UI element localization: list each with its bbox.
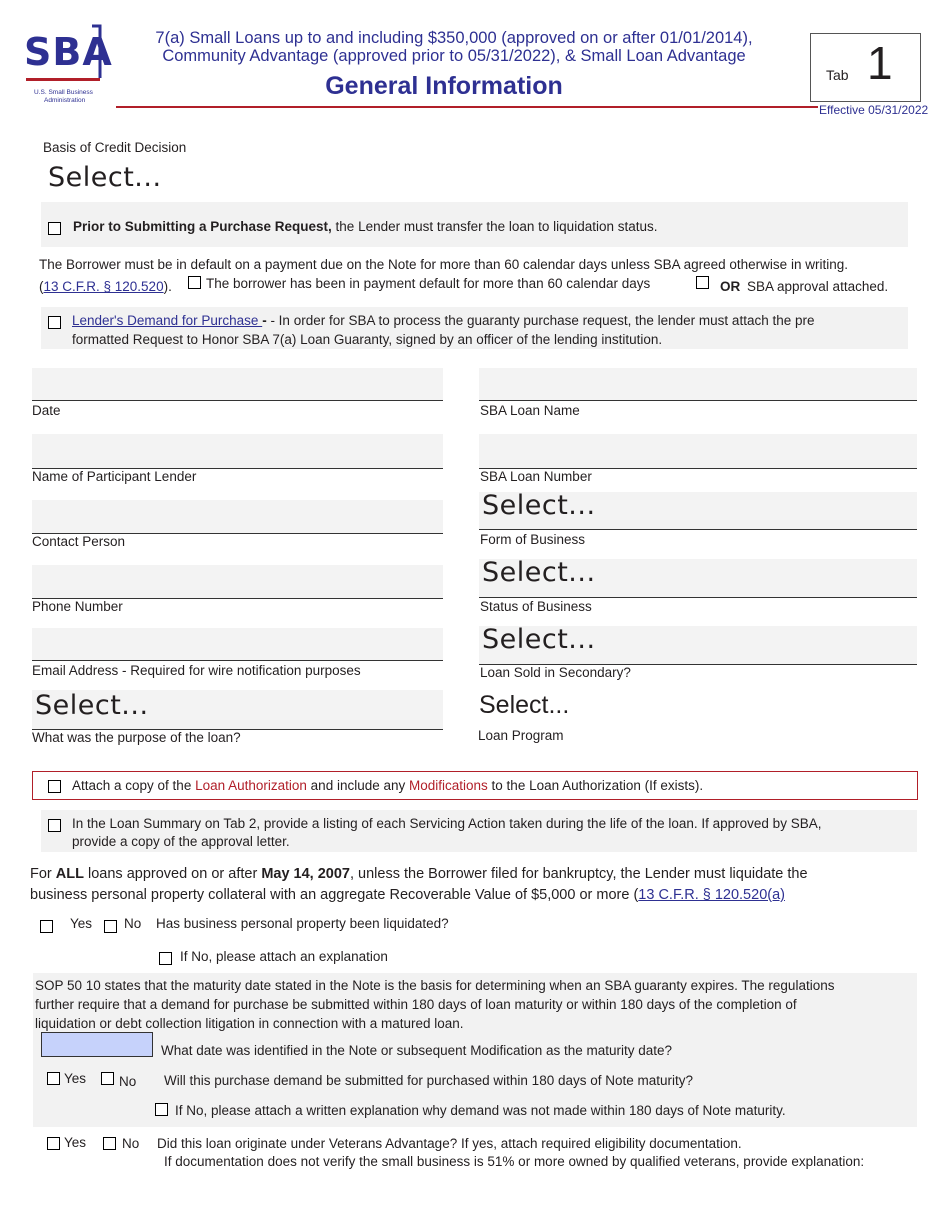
q180-explain-checkbox[interactable] [155,1103,168,1116]
liq-no-checkbox[interactable] [104,920,117,933]
header-subtitle-line1: 7(a) Small Loans up to and including $350,000 (approved on or after 01/01/2014), [155,29,753,47]
demand-checkbox[interactable] [48,316,61,329]
sop-line3: liquidation or debt collection litigation in connection with a matured loan. [35,1016,464,1031]
q180-question: Will this purchase demand be submitted for purchased within 180 days of Note maturity? [164,1073,694,1088]
liq-t2: loans approved on or after [83,866,262,882]
date-input-bg[interactable] [32,368,443,400]
liquidation-line2 [30,887,785,903]
q180-yes-checkbox[interactable] [47,1072,60,1085]
prior-text [73,219,658,234]
liq-explain-checkbox[interactable] [159,952,172,965]
status-label: Status of Business [480,599,592,614]
demand-link[interactable]: Lender's Demand for Purchase [72,313,263,328]
summary-checkbox[interactable] [48,819,61,832]
q180-no-checkbox[interactable] [101,1072,114,1085]
q180-no-label: No [119,1074,137,1089]
sba-logo-underline [26,78,100,81]
date-line [32,400,443,401]
auth-t3: to the Loan Authorization (If exists). [487,778,704,793]
demand-dash: - [262,313,267,328]
default-option2-checkbox[interactable] [696,276,709,289]
vet-yes-checkbox[interactable] [47,1137,60,1150]
header-subtitle-line2: Community Advantage (approved prior to 05/31/2022), & Small Loan Advantage [162,47,746,65]
auth-text [72,778,703,793]
q180-yes-label: Yes [64,1071,87,1086]
loan-name-input-bg[interactable] [479,368,917,400]
phone-label: Phone Number [32,599,123,614]
auth-t2: and include any [306,778,409,793]
default-or: OR [720,279,741,294]
vet-yes-label: Yes [64,1135,87,1150]
basis-label: Basis of Credit Decision [43,140,187,155]
summary-line2: provide a copy of the approval letter. [72,834,290,849]
lender-input-bg[interactable] [32,434,443,468]
liq-cfr-link[interactable]: 13 C.F.R. § 120.520(a) [638,887,785,903]
liq-t3: , unless the Borrower filed for bankruptcy, the Lender must liquidate the [350,866,808,882]
default-line2 [39,279,172,294]
contact-input-bg[interactable] [32,500,443,533]
email-label: Email Address - Required for wire notification purposes [32,663,361,678]
date-label: Date [32,403,61,418]
cfr-paren-close: ). [163,279,172,294]
liq-b2: May 14, 2007 [261,866,350,882]
demand-line2: formatted Request to Honor SBA 7(a) Loan Guaranty, signed by an officer of the lending institution. [72,332,663,347]
email-line [32,660,443,661]
sop-line2: further require that a demand for purchase be submitted within 180 days of loan maturity or within 180 days of the completion of [35,997,797,1012]
vet-line2: If documentation does not verify the small business is 51% or more owned by qualified veterans, provide explanation: [164,1154,865,1169]
tab-label: Tab [826,67,849,83]
liq-question: Has business personal property been liquidated? [156,916,449,931]
liq-yes-label: Yes [70,916,93,931]
default-option1-checkbox[interactable] [188,276,201,289]
loan-name-line [479,400,917,401]
purpose-select[interactable]: Select... [35,690,149,721]
program-select[interactable]: Select... [479,691,570,719]
sba-logo-text: SBA [24,30,113,74]
loan-name-label: SBA Loan Name [480,403,580,418]
maturity-date-input[interactable] [41,1032,153,1057]
liq-explain-label: If No, please attach an explanation [180,949,388,964]
auth-link-modifications[interactable]: Modifications [409,778,488,793]
vet-question: Did this loan originate under Veterans Advantage? If yes, attach required eligibility documentation. [157,1136,742,1151]
header-rule [116,106,818,108]
status-select[interactable]: Select... [482,557,596,588]
summary-line1: In the Loan Summary on Tab 2, provide a listing of each Servicing Action taken during the life of the loan. If approved by SBA, [72,816,822,831]
form-select[interactable]: Select... [482,490,596,521]
loan-number-label: SBA Loan Number [480,469,592,484]
liq-line2-text: business personal property collateral with an aggregate Recoverable Value of $5,000 or more ( [30,887,639,903]
sop-line1: SOP 50 10 states that the maturity date stated in the Note is the basis for determining when an SBA guaranty expires. The regulations [35,978,835,993]
form-line [479,529,917,530]
liq-yes-checkbox[interactable] [40,920,53,933]
maturity-date-question: What date was identified in the Note or subsequent Modification as the maturity date? [161,1043,673,1058]
cfr-paren-open: ( [39,279,44,294]
status-line [479,597,917,598]
tab-box [810,33,921,102]
tab-number: 1 [867,37,893,89]
email-input-bg[interactable] [32,628,443,660]
cfr-link[interactable]: 13 C.F.R. § 120.520 [43,279,164,294]
default-line1: The Borrower must be in default on a payment due on the Note for more than 60 calendar days unless SBA agreed otherwise in writing. [39,257,848,272]
demand-line1 [72,313,815,328]
q180-explain-label: If No, please attach a written explanation why demand was not made within 180 days of Note maturity. [175,1103,786,1118]
form-label: Form of Business [480,532,586,547]
vet-no-label: No [122,1136,140,1151]
effective-date: Effective 05/31/2022 [819,103,929,117]
contact-label: Contact Person [32,534,126,549]
prior-checkbox[interactable] [48,222,61,235]
prior-rest: the Lender must transfer the loan to liquidation status. [331,219,658,234]
liq-b1: ALL [55,866,84,882]
default-option1-label: The borrower has been in payment default for more than 60 calendar days [206,276,651,291]
basis-select[interactable]: Select... [48,162,162,193]
page-title: General Information [325,72,563,100]
sold-select[interactable]: Select... [482,624,596,655]
demand-text1: - In order for SBA to process the guaranty purchase request, the lender must attach the pre [266,313,815,328]
sba-logo-sub1: U.S. Small Business [34,89,93,96]
auth-checkbox[interactable] [48,780,61,793]
liquidation-line1 [30,866,808,882]
program-label: Loan Program [478,728,564,743]
default-option2-label: SBA approval attached. [747,279,889,294]
liq-no-label: No [124,916,142,931]
phone-input-bg[interactable] [32,565,443,598]
sba-logo [24,22,113,108]
liq-t1: For [30,866,56,882]
prior-bold: Prior to Submitting a Purchase Request, [73,219,332,234]
lender-label: Name of Participant Lender [32,469,197,484]
purpose-label: What was the purpose of the loan? [32,730,241,745]
sba-logo-sub2: Administration [44,97,86,104]
auth-t1: Attach a copy of the [72,778,196,793]
auth-link-authorization[interactable]: Loan Authorization [195,778,307,793]
vet-no-checkbox[interactable] [103,1137,116,1150]
sold-label: Loan Sold in Secondary? [480,665,631,680]
loan-number-input-bg[interactable] [479,434,917,468]
